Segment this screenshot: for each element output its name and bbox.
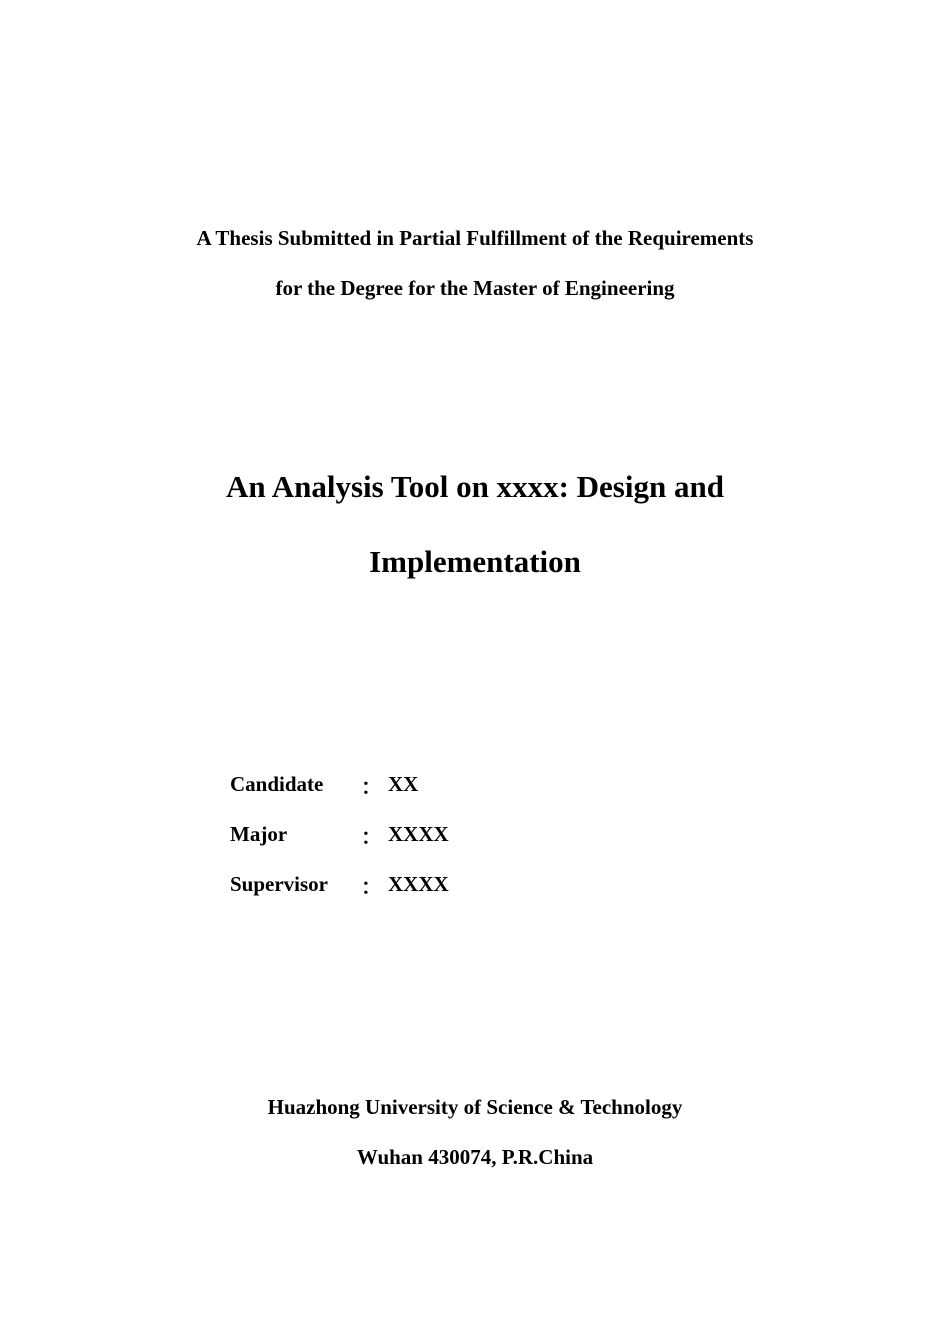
thesis-title-line-2: Implementation: [369, 544, 581, 579]
major-separator: ：: [361, 825, 382, 849]
institution-address: Wuhan 430074, P.R.China: [356, 1145, 594, 1169]
supervisor-value: XXXX: [388, 872, 449, 896]
submission-statement-line-2: for the Degree for the Master of Engineering: [275, 276, 675, 300]
submission-statement-line-1: A Thesis Submitted in Partial Fulfillment of the Requirements: [196, 226, 754, 250]
supervisor-label: Supervisor: [230, 872, 329, 896]
institution-name: Huazhong University of Science & Technology: [267, 1095, 683, 1119]
supervisor-separator: ：: [361, 875, 382, 899]
thesis-title-line-1: An Analysis Tool on xxxx: Design and: [226, 469, 724, 504]
major-value: XXXX: [388, 822, 449, 846]
candidate-label: Candidate: [230, 772, 324, 796]
candidate-separator: ：: [361, 775, 382, 799]
major-label: Major: [230, 822, 288, 846]
candidate-value: XX: [388, 772, 419, 796]
